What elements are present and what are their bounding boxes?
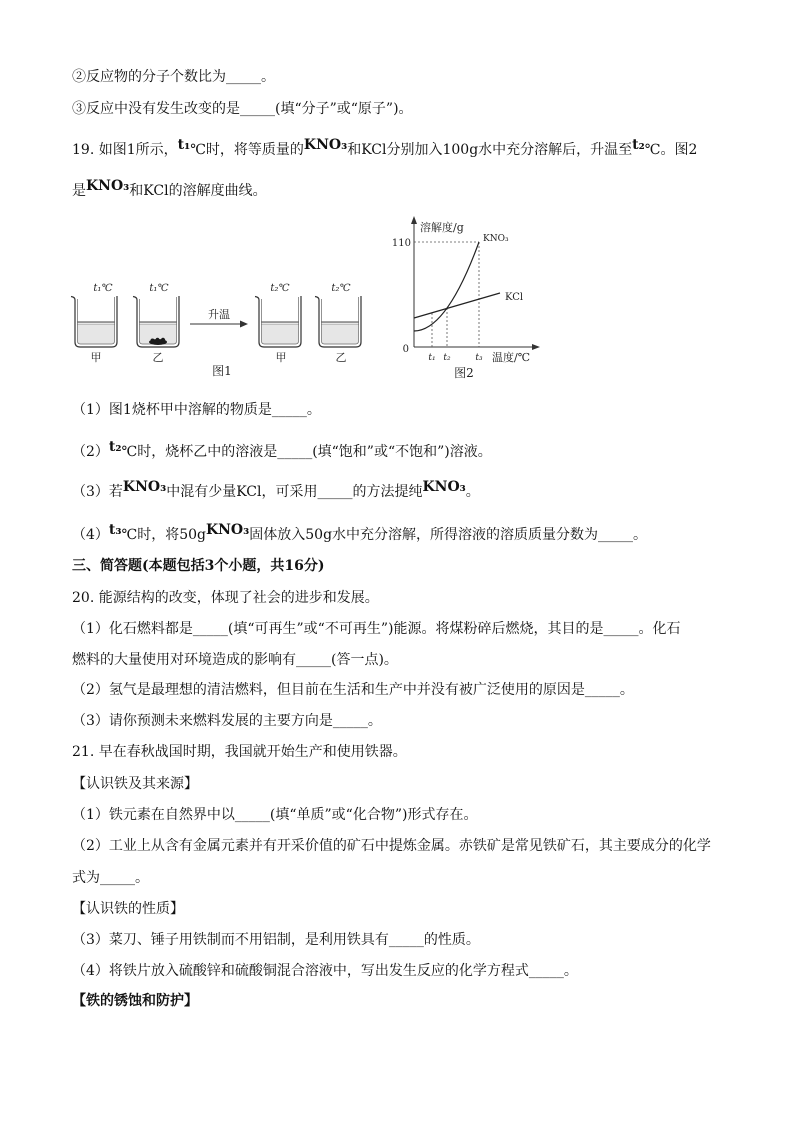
arrow-head <box>240 321 248 328</box>
q19-stem-text: 和KCl分别加入100g水中充分溶解后，升温至 <box>347 142 633 158</box>
solid-grain <box>156 338 160 342</box>
q19-stem-text: 和KCl的溶解度曲线。 <box>129 183 267 199</box>
formula-kno3: KNO₃ <box>422 479 466 495</box>
undissolved-solid <box>149 338 167 345</box>
beaker-jia-t1 <box>71 296 117 347</box>
beaker-yi-t2 <box>315 296 361 347</box>
q20-sub3: （3）请你预测未来燃料发展的主要方向是_____。 <box>72 713 382 729</box>
item-3-line: ③反应中没有发生改变的是_____(填“分子”或“原子”)。 <box>72 101 413 117</box>
q19-stem-text: 是 <box>72 183 86 199</box>
x-tick-t1: t₁ <box>428 353 436 363</box>
temperature-symbol-t3: t₃ <box>108 522 122 538</box>
beaker-temp-label: t₂℃ <box>270 283 290 294</box>
formula-kno3: KNO₃ <box>205 522 250 538</box>
q21-sub2-line2: 式为_____。 <box>72 870 149 886</box>
q21-sub3: （3）菜刀、锤子用铁制而不用铝制，是利用铁具有_____的性质。 <box>72 932 480 948</box>
x-tick-t2: t₂ <box>443 353 451 363</box>
q19-sub3-text: 。 <box>465 484 480 500</box>
kcl-curve-label: KCl <box>505 292 524 303</box>
y-axis-arrow <box>411 216 417 224</box>
q21-subsection-properties: 【认识铁的性质】 <box>72 901 184 917</box>
formula-kno3: KNO₃ <box>122 479 167 495</box>
heating-arrow-label: 升温 <box>208 308 230 321</box>
kcl-solubility-curve <box>414 293 500 318</box>
section-heading: 三、简答题(本题包括3个小题，共16分) <box>72 558 325 574</box>
origin-label: 0 <box>402 344 409 355</box>
q20-sub2: （2）氢气是最理想的清洁燃料，但目前在生活和生产中并没有被广泛使用的原因是_____。 <box>72 682 634 698</box>
q20-sub1-line2: 燃料的大量使用对环境造成的影响有_____(答一点)。 <box>72 652 398 668</box>
beaker-temp-label: t₁℃ <box>93 283 113 294</box>
q21-sub4: （4）将铁片放入硫酸锌和硫酸铜混合溶液中，写出发生反应的化学方程式_____。 <box>72 963 578 979</box>
q19-sub3 <box>72 479 480 502</box>
q19-sub4-text: ℃时，将50g <box>121 527 206 543</box>
heating-arrow <box>190 321 248 328</box>
q19-stem-text: 19. 如图1所示， <box>72 142 178 158</box>
q21-stem: 21. 早在春秋战国时期，我国就开始生产和使用铁器。 <box>72 744 407 760</box>
q21-sub2-line1: （2）工业上从含有金属元素并有开采价值的矿石中提炼金属。赤铁矿是常见铁矿石，其主要成分的化学 <box>72 838 711 854</box>
q21-subsection-corrosion: 【铁的锈蚀和防护】 <box>72 993 198 1009</box>
beaker-name-label: 乙 <box>152 351 164 364</box>
q19-stem-text: ℃时，将等质量的 <box>190 142 304 158</box>
q19-stem-line2 <box>72 178 267 201</box>
kno3-solubility-curve <box>414 242 479 331</box>
beaker-name-label: 甲 <box>90 351 102 364</box>
q20-sub1-line1: （1）化石燃料都是_____(填“可再生”或“不可再生”)能源。将煤粉碎后燃烧，其目的是_____。化石 <box>72 621 681 637</box>
formula-kno3: KNO₃ <box>303 137 348 153</box>
x-tick-t3: t₃ <box>475 353 483 363</box>
q19-figures <box>0 212 600 388</box>
figure1-caption: 图1 <box>212 364 232 378</box>
x-axis-label: 温度/℃ <box>492 351 531 364</box>
q19-sub1: （1）图1烧杯甲中溶解的物质是_____。 <box>72 402 321 418</box>
beaker-name-label: 乙 <box>335 351 347 364</box>
q19-sub2 <box>72 439 492 462</box>
temperature-symbol-t2: t₂ <box>108 439 122 455</box>
figure2-caption: 图2 <box>454 366 474 380</box>
q19-sub3-text: （3）若 <box>72 484 123 500</box>
temperature-symbol-t2: t₂ <box>632 137 645 153</box>
kno3-curve-label: KNO₃ <box>483 234 509 244</box>
beaker-name-label: 甲 <box>275 351 287 364</box>
q19-sub3-text: 中混有少量KCl，可采用_____的方法提纯 <box>166 484 423 500</box>
q19-sub4 <box>72 522 648 545</box>
figures-svg <box>0 212 600 388</box>
solid-grain <box>161 338 165 342</box>
beaker-temp-label: t₂℃ <box>331 283 351 294</box>
q19-stem-text: ℃。图2 <box>644 142 698 158</box>
q21-sub1: （1）铁元素在自然界中以_____(填“单质”或“化合物”)形式存在。 <box>72 807 478 823</box>
item-2-line: ②反应物的分子个数比为_____。 <box>72 69 275 85</box>
beaker-jia-t2 <box>255 296 301 347</box>
temperature-symbol-t1: t₁ <box>177 137 191 153</box>
beaker-temp-label: t₁℃ <box>149 283 169 294</box>
q19-sub4-text: 固体放入50g水中充分溶解，所得溶液的溶质质量分数为_____。 <box>249 527 648 543</box>
q19-sub2-text: ℃时，烧杯乙中的溶液是_____(填“饱和”或“不饱和”)溶液。 <box>121 444 492 460</box>
q19-sub2-text: （2） <box>72 444 109 460</box>
y-axis-label: 溶解度/g <box>420 221 464 234</box>
x-axis-arrow <box>532 344 540 350</box>
solid-grain <box>151 339 155 343</box>
q20-stem: 20. 能源结构的改变，体现了社会的进步和发展。 <box>72 590 379 606</box>
formula-kno3: KNO₃ <box>86 178 130 194</box>
y-tick-110: 110 <box>391 238 411 249</box>
q19-stem-line1 <box>72 137 698 160</box>
q21-subsection-source: 【认识铁及其来源】 <box>72 776 198 792</box>
q19-sub4-text: （4） <box>72 527 109 543</box>
